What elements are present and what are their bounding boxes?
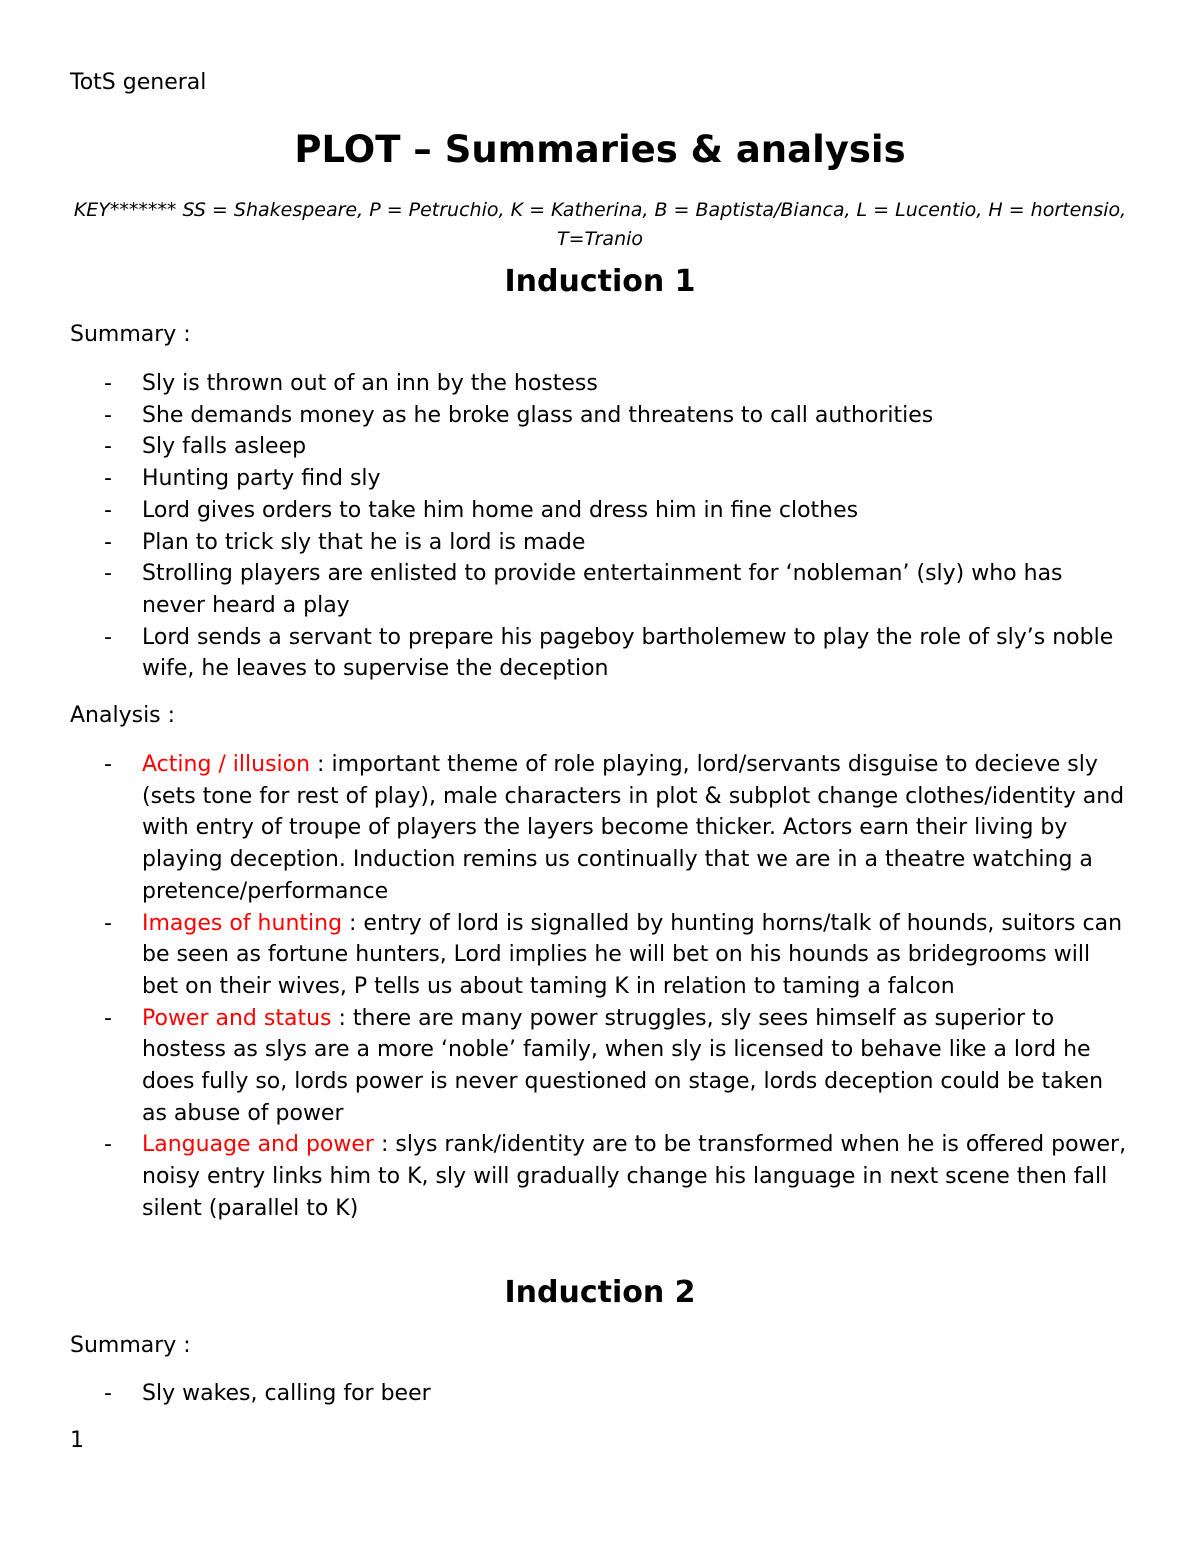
dash-bullet: -	[104, 529, 112, 555]
dash-bullet: -	[104, 752, 112, 777]
analysis-item	[0, 749, 1200, 908]
analysis-list-induction-1	[0, 749, 1200, 1225]
list-item	[0, 622, 1200, 685]
list-item	[0, 558, 1200, 621]
list-item	[0, 431, 1200, 463]
heading-induction-2: Induction 2	[504, 1275, 696, 1310]
analysis-text: : slys rank/identity are to be transformed when he is offered power, noisy entry links him to K, sly will gradually change his language in next scene then fall silent (parallel to K)	[142, 1132, 1127, 1221]
theme-term: Language and power	[142, 1132, 374, 1158]
dash-bullet: -	[104, 1132, 112, 1158]
dash-bullet: -	[104, 434, 112, 460]
dash-bullet: -	[104, 402, 112, 428]
list-item	[0, 495, 1200, 527]
list-item-text: Lord gives orders to take him home and dress him in fine clothes	[142, 497, 859, 523]
analysis-label: Analysis :	[70, 703, 176, 728]
heading-induction-1: Induction 1	[504, 264, 696, 299]
analysis-item	[0, 1129, 1200, 1224]
dash-bullet: -	[104, 371, 112, 396]
theme-term: Acting / illusion	[142, 752, 311, 777]
list-item	[0, 400, 1200, 432]
summary-list-induction-2	[0, 1378, 1200, 1410]
list-item	[0, 527, 1200, 559]
list-item-text: Plan to trick sly that he is a lord is made	[142, 529, 586, 555]
list-item	[0, 368, 1200, 400]
analysis-text: : entry of lord is signalled by hunting horns/talk of hounds, suitors can be seen as fortune hunters, Lord implies he will bet on his hounds as bridegrooms will bet on their wives, P tells us about taming K in relation to taming a falcon	[142, 910, 1123, 999]
key-note: KEY******* SS = Shakespeare, P = Petruchio, K = Katherina, B = Baptista/Bianca, L = Lucentio, H = hortensio, T=Tranio	[73, 199, 1127, 250]
list-item-text: Strolling players are enlisted to provide entertainment for ‘nobleman’ (sly) who has never heard a play	[142, 561, 1063, 618]
dash-bullet: -	[104, 1005, 112, 1031]
dash-bullet: -	[104, 497, 112, 523]
list-item	[0, 1378, 1200, 1410]
list-item-text: Lord sends a servant to prepare his pageboy bartholemew to play the role of sly’s noble wife, he leaves to supervise the deception	[142, 624, 1114, 682]
dash-bullet: -	[104, 1381, 112, 1406]
list-item-text: Sly wakes, calling for beer	[142, 1381, 431, 1406]
analysis-item	[0, 908, 1200, 1003]
dash-bullet: -	[104, 624, 112, 650]
list-item	[0, 463, 1200, 495]
list-item-text: Hunting party find sly	[142, 466, 381, 492]
dash-bullet: -	[104, 561, 112, 587]
page-header: TotS general	[70, 70, 207, 95]
dash-bullet: -	[104, 910, 112, 936]
analysis-text: : important theme of role playing, lord/servants disguise to decieve sly (sets tone for rest of play), male characters in plot & subplot change clothes/identity and with entry of troupe of players the layers become thicker. Actors earn their living by playing deception. Induction remins us continually that we are in a theatre watching a pretence/performance	[142, 752, 1125, 904]
summary-label: Summary :	[70, 1333, 191, 1358]
dash-bullet: -	[104, 466, 112, 492]
summary-label: Summary :	[70, 322, 191, 347]
summary-list-induction-1	[0, 368, 1200, 685]
analysis-text: : there are many power struggles, sly sees himself as superior to hostess as slys are a more ‘noble’ family, when sly is licensed to behave like a lord he does fully so, lords power is never questioned on stage, lords deception could be taken as abuse of power	[142, 1005, 1104, 1126]
list-item-text: Sly is thrown out of an inn by the hostess	[142, 371, 598, 396]
page-number: 1	[70, 1428, 84, 1453]
list-item-text: She demands money as he broke glass and threatens to call authorities	[142, 402, 934, 428]
analysis-item	[0, 1003, 1200, 1130]
list-item-text: Sly falls asleep	[142, 434, 307, 460]
document-title: PLOT – Summaries & analysis	[294, 128, 906, 171]
theme-term: Power and status	[142, 1005, 332, 1031]
theme-term: Images of hunting	[142, 910, 343, 936]
